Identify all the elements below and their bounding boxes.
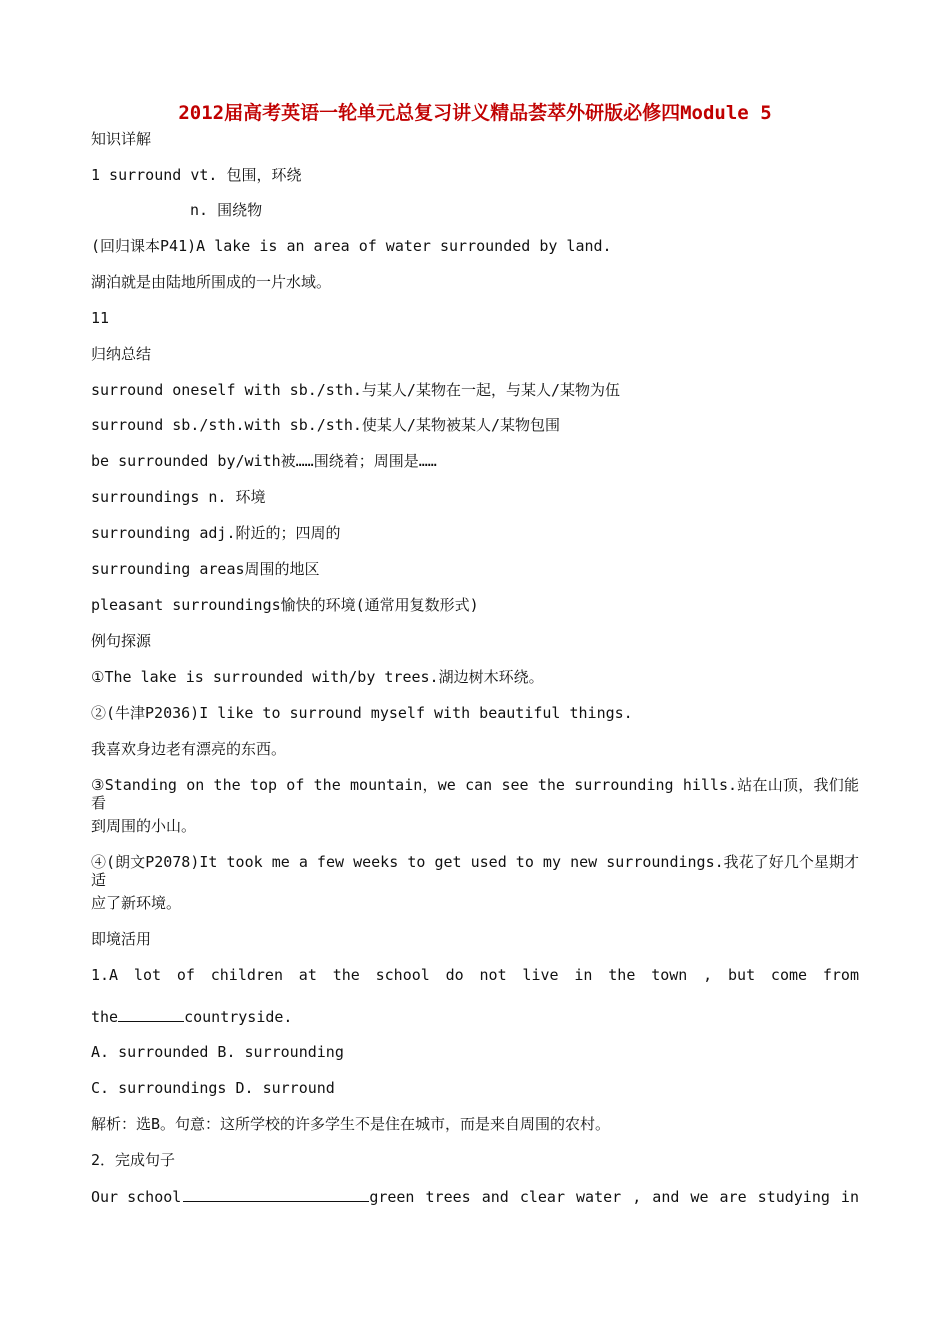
answer-options: C. surroundings D. surround (91, 1079, 335, 1097)
answer-explanation: 解析：选B。句意：这所学校的许多学生不是住在城市，而是来自周围的农村。 (91, 1115, 611, 1133)
example-translation: 湖泊就是由陆地所围成的一片水域。 (91, 273, 332, 291)
section-heading: 知识详解 (91, 130, 152, 148)
vocab-entry: 1 surround vt. 包围，环绕 (91, 166, 302, 184)
example-sentence: ①The lake is surrounded with/by trees.湖边树木环绕。 (91, 668, 544, 686)
section-heading: 例句探源 (91, 632, 152, 650)
text-run: Our school (91, 1188, 182, 1206)
phrase-line: surrounding areas周围的地区 (91, 560, 320, 578)
example-sentence: ③Standing on the top of the mountain，we can see the surrounding hills.站在山顶，我们能看 (91, 776, 859, 812)
example-sentence-cont: 到周围的小山。 (91, 817, 197, 835)
example-sentence-cont: 应了新环境。 (91, 894, 182, 912)
section-heading: 归纳总结 (91, 345, 152, 363)
exercise-question: 1.A lot of children at the school do not live in the town , but come from (91, 966, 859, 984)
example-sentence: ④(朗文P2078)It took me a few weeks to get used to my new surroundings.我花了好几个星期才适 (91, 853, 859, 889)
exercise-question (91, 1187, 859, 1206)
text-run: countryside. (184, 1008, 293, 1026)
exercise-question: 2．完成句子 (91, 1151, 176, 1169)
section-heading: 即境活用 (91, 930, 152, 948)
text-run: green trees and clear water , and we are studying in (369, 1188, 859, 1206)
answer-blank (118, 1007, 184, 1022)
example-translation: 我喜欢身边老有漂亮的东西。 (91, 740, 287, 758)
answer-options: A. surrounded B. surrounding (91, 1043, 344, 1061)
phrase-line: surrounding adj.附近的；四周的 (91, 524, 341, 542)
phrase-line: surround sb./sth.with sb./sth.使某人/某物被某人/某物包围 (91, 416, 560, 434)
textbook-example: (回归课本P41)A lake is an area of water surrounded by land. (91, 237, 612, 255)
page-marker: 11 (91, 309, 110, 327)
answer-blank (183, 1187, 369, 1202)
phrase-line: be surrounded by/with被……围绕着；周围是…… (91, 452, 437, 470)
exercise-question-cont (91, 1007, 292, 1026)
example-sentence: ②(牛津P2036)I like to surround myself with beautiful things. (91, 704, 633, 722)
phrase-line: pleasant surroundings愉快的环境(通常用复数形式) (91, 596, 479, 614)
text-run: the (91, 1008, 119, 1026)
vocab-noun-sense: n. 围绕物 (190, 201, 263, 219)
phrase-line: surroundings n. 环境 (91, 488, 266, 506)
document-title: 2012届高考英语一轮单元总复习讲义精品荟萃外研版必修四Module 5 (178, 102, 772, 124)
phrase-line: surround oneself with sb./sth.与某人/某物在一起，与某人/某物为伍 (91, 381, 620, 399)
